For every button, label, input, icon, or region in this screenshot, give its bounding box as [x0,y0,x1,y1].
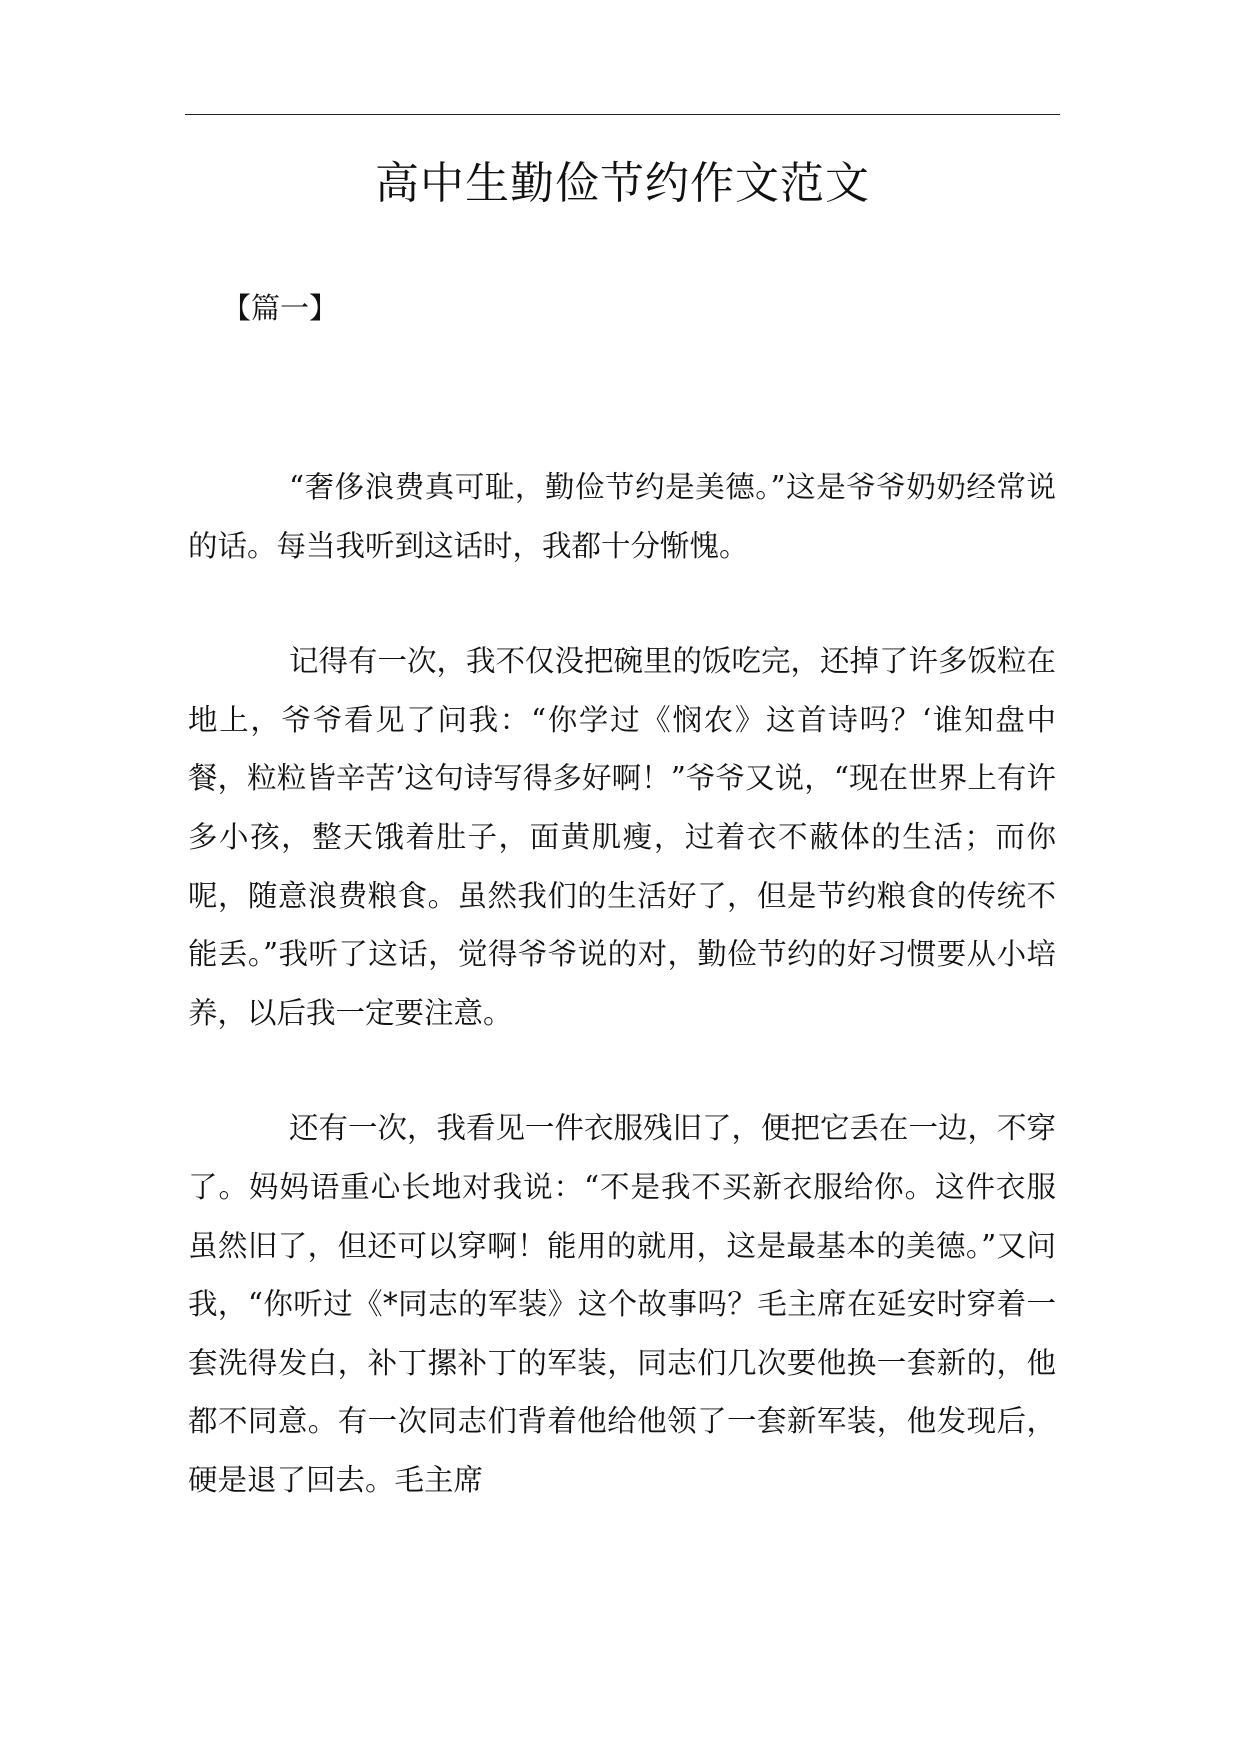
document-body [188,458,1056,1567]
paragraph-1: “奢侈浪费真可耻，勤俭节约是美德。”这是爷爷奶奶经常说的话。每当我听到这话时，我都十分惭愧。 [188,470,1056,563]
paragraph-2: 记得有一次，我不仅没把碗里的饭吃完，还掉了许多饭粒在地上，爷爷看见了问我：“你学过《悯农》这首诗吗？‘谁知盘中餐，粒粒皆辛苦’这句诗写得多好啊！”爷爷又说，“现在世界上有许多小孩，整天饿着肚子，面黄肌瘦，过着衣不蔽体的生活；而你呢，随意浪费粮食。虽然我们的生活好了，但是节约粮食的传统不能丢。”我听了这话，觉得爷爷说的对，勤俭节约的好习惯要从小培养，以后我一定要注意。 [188,644,1057,1030]
document-title: 高中生勤俭节约作文范文 [375,158,870,209]
section-heading: 【篇一】 [222,291,339,325]
header-rule [185,114,1060,115]
paragraph-3: 还有一次，我看见一件衣服残旧了，便把它丢在一边，不穿了。妈妈语重心长地对我说：“不是我不买新衣服给你。这件衣服虽然旧了，但还可以穿啊！能用的就用，这是最基本的美德。”又问我，“你听过《*同志的军装》这个故事吗？毛主席在延安时穿着一套洗得发白，补丁摞补丁的军装，同志们几次要他换一套新的，他都不同意。有一次同志们背着他给他领了一套新军装，他发现后，硬是退了回去。毛主席 [188,1111,1057,1497]
